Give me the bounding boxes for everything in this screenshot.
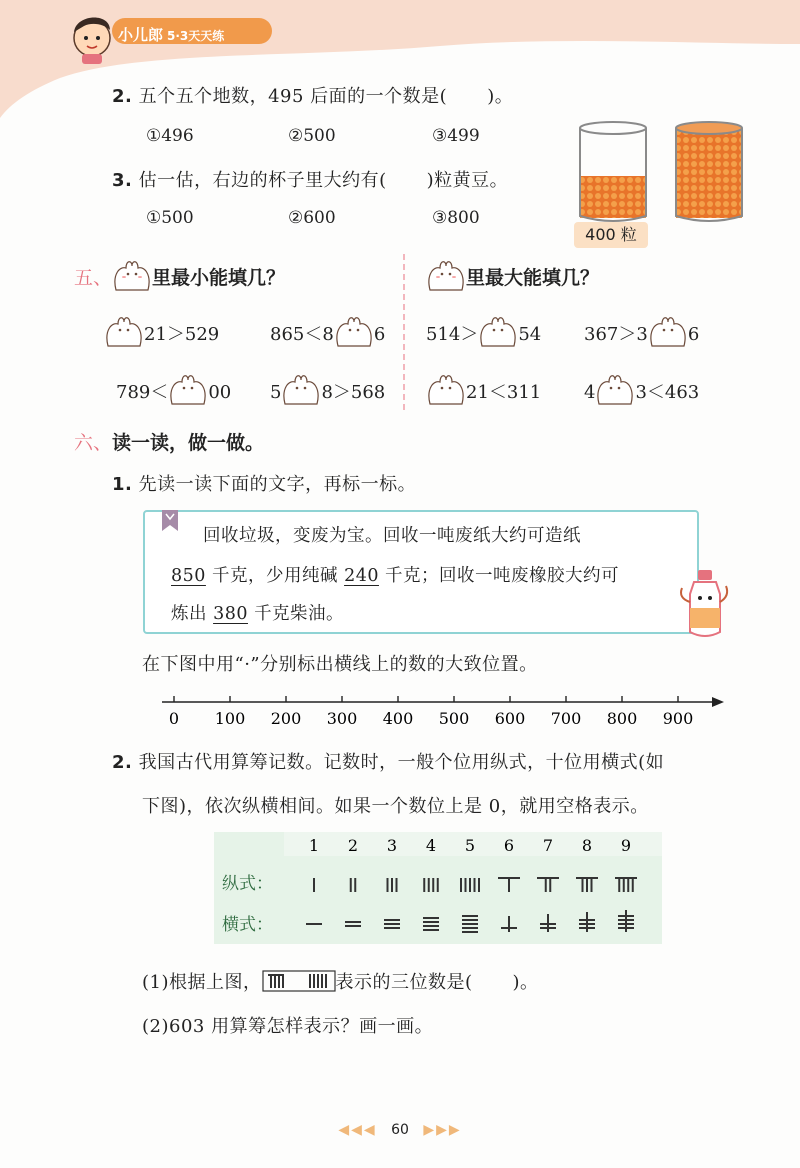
rod-header-digit: 6 [503,836,515,855]
section-divider [403,254,405,410]
rod-header-digit: 2 [347,836,359,855]
bunny-blank-icon[interactable] [595,374,635,408]
bunny-blank-icon[interactable] [168,374,208,408]
card-line-3: 炼出 380 千克柴油。 [171,604,345,624]
bunny-blank-icon[interactable] [426,374,466,408]
brand-name: 小儿郎 [118,26,164,44]
bottle-mascot-icon [676,568,732,640]
ineq-left-2: 865＜8 6 [270,316,385,350]
number-line-label: 0 [168,709,180,728]
rod-header-digit: 8 [581,836,593,855]
value-240: 240 [344,566,379,586]
section-5-title-right: 里最大能填几？ [426,260,599,294]
row-label-vertical: 纵式： [222,874,273,894]
ineq-right-2: 367＞3 6 [584,316,699,350]
number-line-label: 300 [326,709,358,728]
full-cup-icon [676,122,742,221]
value-380: 380 [213,604,248,624]
page-number: 60 [391,1122,409,1138]
brand-title [118,24,224,45]
question-3: 3. 估一估，右边的杯子里大约有( )粒黄豆。 [112,170,509,191]
row-label-horizontal: 横式： [222,915,273,935]
number-line-label: 500 [438,709,470,728]
q2-option-3[interactable]: ③499 [432,126,480,146]
number-line-label: 700 [550,709,582,728]
number-line[interactable] [150,690,730,734]
bunny-blank-icon[interactable] [104,316,144,350]
q2-option-1[interactable]: ①496 [146,126,194,146]
series-name: 5·3天天练 [167,29,225,43]
rod-header-digit: 9 [620,836,632,855]
rod-header-digit: 3 [386,836,398,855]
number-line-label: 800 [606,709,638,728]
section-6-title: 六、读一读，做一做。 [74,432,265,454]
right-arrows-icon: ▶▶▶ [423,1122,462,1138]
bookmark-icon [161,510,179,532]
left-arrows-icon: ◀◀◀ [338,1122,377,1138]
rod-header-digit: 4 [425,836,437,855]
card-line-2: 850 千克，少用纯碱 240 千克；回收一吨废橡胶大约可 [171,566,620,586]
bean-cups-image [570,120,750,230]
counting-rods-table [214,832,662,944]
number-line-instruction: 在下图中用“·”分别标出横线上的数的大致位置。 [142,654,538,675]
bunny-blank-icon [426,260,466,294]
question-6-1: 1. 先读一读下面的文字，再标一标。 [112,474,417,495]
bunny-blank-icon[interactable] [648,316,688,350]
q2-option-2[interactable]: ②500 [288,126,336,146]
number-line-arrow-icon [712,697,724,707]
q3-option-2[interactable]: ②600 [288,208,336,228]
rod-header-digit: 5 [464,836,476,855]
number-line-label: 200 [270,709,302,728]
question-6-2-line-2: 下图)，依次纵横相间。如果一个数位上是 0，就用空格表示。 [142,796,649,817]
page-footer [0,1122,800,1138]
ineq-right-3: 21＜311 [426,374,541,408]
rod-header-digit: 1 [308,836,320,855]
section-5-title-left: 五、 里最小能填几？ [74,260,285,294]
q3-option-1[interactable]: ①500 [146,208,194,228]
ineq-right-1: 514＞ 54 [426,316,541,350]
bunny-blank-icon [112,260,152,294]
number-line-label: 100 [214,709,246,728]
question-2: 2. 五个五个地数，495 后面的一个数是( )。 [112,86,514,107]
ineq-left-3: 789＜ 00 [116,374,231,408]
value-850: 850 [171,566,206,586]
cup-label: 400 粒 [574,222,648,248]
sub-question-1: (1)根据上图， 表示的三位数是( )。 [142,972,539,993]
number-line-label: 600 [494,709,526,728]
ineq-left-4: 5 8＞568 [270,374,385,408]
sub-question-2: (2)603 用算筹怎样表示？画一画。 [142,1016,434,1037]
question-6-2-line-1: 2. 我国古代用算筹记数。记数时，一般个位用纵式，十位用横式(如 [112,752,665,773]
reading-card [143,510,699,634]
rod-header-digit: 7 [542,836,554,855]
partial-cup-icon [580,122,646,221]
number-line-label: 400 [382,709,414,728]
bunny-blank-icon[interactable] [281,374,321,408]
number-line-label: 900 [662,709,694,728]
bunny-blank-icon[interactable] [478,316,518,350]
rod-number-icon [262,970,336,992]
card-line-1: 回收垃圾，变废为宝。回收一吨废纸大约可造纸 [203,526,581,546]
ineq-right-4: 4 3＜463 [584,374,699,408]
ineq-left-1: 21＞529 [104,316,219,350]
q3-option-3[interactable]: ③800 [432,208,480,228]
bunny-blank-icon[interactable] [334,316,374,350]
